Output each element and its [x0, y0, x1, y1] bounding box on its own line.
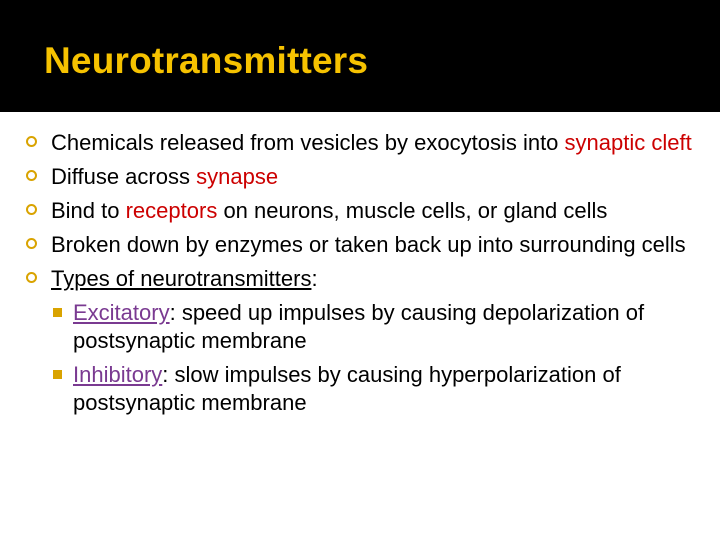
sub-bullet-keyword: Excitatory	[73, 300, 170, 325]
bullet-item	[26, 265, 716, 293]
square-bullet-icon	[53, 370, 62, 379]
circle-bullet-icon	[26, 136, 37, 147]
bullet-item	[26, 197, 716, 225]
sub-bullet-text: : slow impulses by causing hyperpolarization of postsynaptic membrane	[73, 362, 621, 415]
bullet-item	[26, 231, 716, 259]
title-bar	[0, 0, 720, 112]
bullet-text: Chemicals released from vesicles by exocytosis into	[51, 130, 565, 155]
bullet-text: on neurons, muscle cells, or gland cells	[217, 198, 608, 223]
slide-title: Neurotransmitters	[44, 40, 369, 81]
circle-bullet-icon	[26, 272, 37, 283]
bullet-text: Diffuse across	[51, 164, 197, 189]
bullet-list	[26, 129, 716, 423]
circle-bullet-icon	[26, 238, 37, 249]
bullet-item	[26, 163, 716, 191]
circle-bullet-icon	[26, 170, 37, 181]
circle-bullet-icon	[26, 204, 37, 215]
sub-bullet-item	[26, 361, 716, 417]
bullet-keyword: synaptic cleft	[564, 130, 692, 155]
bullet-keyword: Types of neurotransmitters	[51, 266, 312, 291]
bullet-text: Bind to	[51, 198, 126, 223]
bullet-item	[26, 129, 716, 157]
bullet-text: Broken down by enzymes or taken back up into surrounding cells	[51, 232, 686, 257]
bullet-text: :	[311, 266, 318, 291]
square-bullet-icon	[53, 308, 62, 317]
sub-bullet-keyword: Inhibitory	[73, 362, 163, 387]
bullet-keyword: receptors	[125, 198, 218, 223]
sub-bullet-text: : speed up impulses by causing depolarization of postsynaptic membrane	[73, 300, 645, 353]
sub-bullet-item	[26, 299, 716, 355]
bullet-keyword: synapse	[196, 164, 279, 189]
